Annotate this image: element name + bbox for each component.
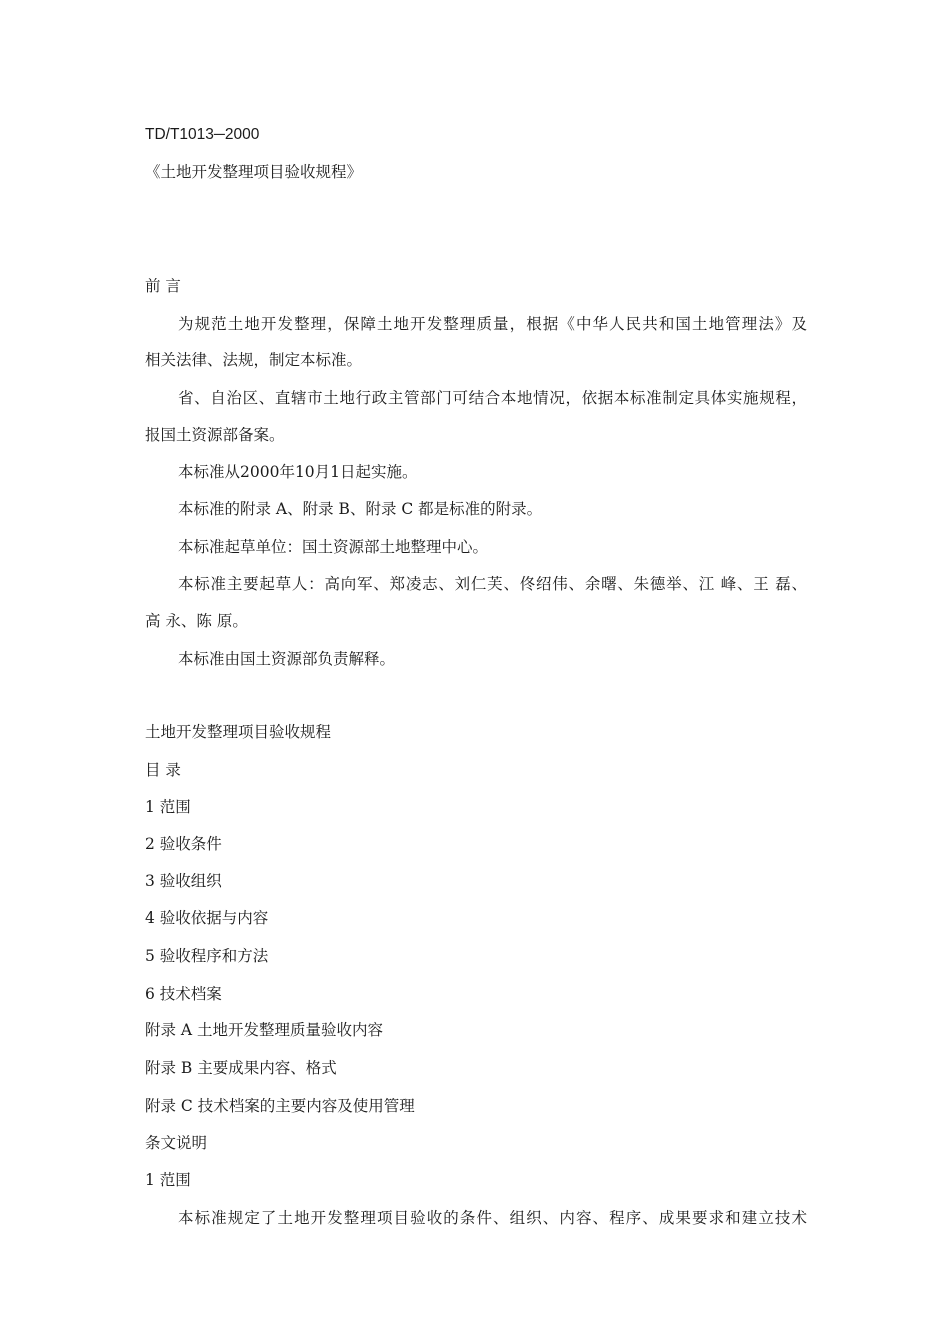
- preface-paragraph-3: 本标准从2000年10月1日起实施。: [178, 463, 418, 481]
- toc-item: 5 验收程序和方法: [145, 947, 269, 965]
- toc-item: 附录 B 主要成果内容、格式: [145, 1059, 337, 1077]
- toc-item: 4 验收依据与内容: [145, 909, 269, 927]
- preface-paragraph-1-line-2: 相关法律、法规，制定本标准。: [145, 351, 363, 369]
- preface-paragraph-2-line-1: 省、自治区、直辖市土地行政主管部门可结合本地情况，依据本标准制定具体实施规程，: [178, 389, 807, 407]
- preface-paragraph-7: 本标准由国土资源部负责解释。: [178, 650, 396, 668]
- preface-paragraph-1-line-1: 为规范土地开发整理，保障土地开发整理质量，根据《中华人民共和国土地管理法》及: [178, 315, 807, 333]
- preface-paragraph-6-line-1: 本标准主要起草人：高向军、郑凌志、刘仁芙、佟绍伟、余曙、朱德举、江 峰、王 磊、: [178, 575, 807, 593]
- toc-item: 附录 C 技术档案的主要内容及使用管理: [145, 1097, 415, 1115]
- section-1-paragraph-line-1: 本标准规定了土地开发整理项目验收的条件、组织、内容、程序、成果要求和建立技术: [178, 1209, 807, 1227]
- preface-paragraph-6-line-2: 高 永、陈 原。: [145, 612, 248, 630]
- toc-heading: 目 录: [145, 761, 181, 779]
- toc-item: 3 验收组织: [145, 872, 222, 890]
- toc-item: 附录 A 土地开发整理质量验收内容: [145, 1021, 384, 1039]
- standard-code: TD/T1013─2000: [145, 126, 260, 143]
- section-1-heading: 1 范围: [145, 1171, 191, 1189]
- preface-paragraph-4: 本标准的附录 A、附录 B、附录 C 都是标准的附录。: [178, 500, 543, 518]
- preface-heading: 前 言: [145, 277, 181, 295]
- standard-title: 《土地开发整理项目验收规程》: [145, 163, 363, 181]
- toc-item: 6 技术档案: [145, 985, 222, 1003]
- toc-item: 条文说明: [145, 1134, 208, 1152]
- toc-item: 1 范围: [145, 798, 191, 816]
- preface-paragraph-2-line-2: 报国土资源部备案。: [145, 426, 285, 444]
- toc-item: 2 验收条件: [145, 835, 222, 853]
- document-title: 土地开发整理项目验收规程: [145, 723, 332, 741]
- preface-paragraph-5: 本标准起草单位：国土资源部土地整理中心。: [178, 538, 489, 556]
